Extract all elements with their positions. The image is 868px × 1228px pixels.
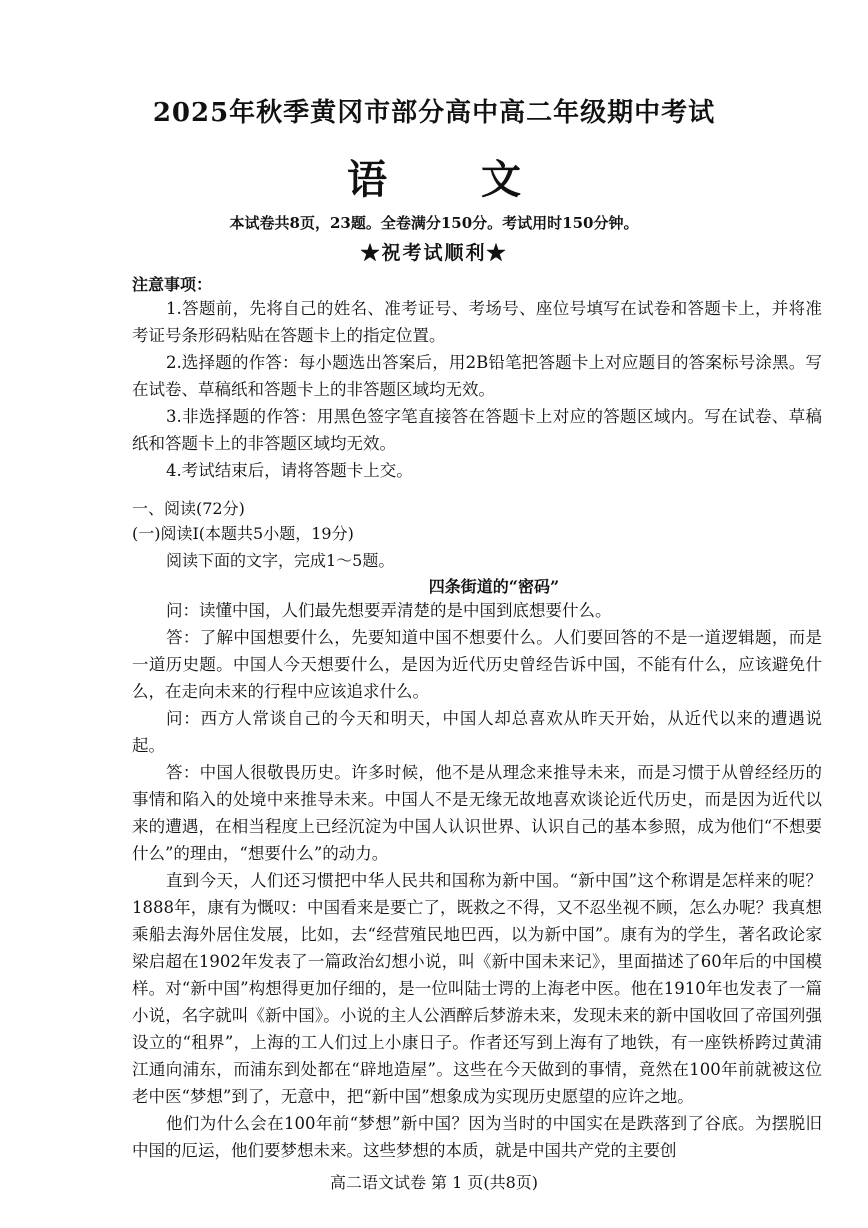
article-paragraph: 问：西方人常谈自己的今天和明天，中国人却总喜欢从昨天开始，从近代以来的遭遇说起。: [132, 709, 822, 755]
article-paragraph: 答：中国人很敬畏历史。许多时候，他不是从理念来推导未来，而是习惯于从曾经经历的事情和陷入的处境中来推导未来。中国人不是无缘无故地喜欢谈论近代历史，而是因为近代以来的遭遇，在相当程度上已经沉淀为中国人认识世界、认识自己的基本参照，成为他们“不想要什么”的理由，“想要什么”的动力。: [132, 763, 822, 863]
article-body: [132, 597, 822, 1164]
page-footer: 高二语文试卷 第 1 页(共8页): [329, 1173, 539, 1192]
article-paragraph: 他们为什么会在100年前“梦想”新中国？因为当时的中国实在是跌落到了谷底。为摆脱旧中国的厄运，他们要梦想未来。这些梦想的本质，就是中国共产党的主要创: [132, 1114, 822, 1160]
exam-info: 本试卷共8页，23题。全卷满分150分。考试用时150分钟。: [229, 214, 639, 232]
sub-section-heading: (一)阅读Ⅰ(本题共5小题，19分): [132, 524, 354, 543]
notes-item: 3.非选择题的作答：用黑色签字笔直接答在答题卡上对应的答题区域内。写在试卷、草稿纸和答题卡上的非答题区域均无效。: [132, 407, 822, 453]
notes-item: 1.答题前，先将自己的姓名、准考证号、考场号、座位号填写在试卷和答题卡上，并将准考证号条形码粘贴在答题卡上的指定位置。: [132, 299, 822, 345]
article-paragraph: 答：了解中国想要什么，先要知道中国不想要什么。人们要回答的不是一道逻辑题，而是一道历史题。中国人今天想要什么，是因为近代历史曾经告诉中国，不能有什么，应该避免什么，在走向未来的行程中应该追求什么。: [132, 628, 822, 701]
exam-title: 2025年秋季黄冈市部分高中高二年级期中考试: [152, 98, 716, 128]
notes-list: [132, 295, 822, 484]
notes-item: 2.选择题的作答：每小题选出答案后，用2B铅笔把答题卡上对应题目的答案标号涂黑。写在试卷、草稿纸和答题卡上的非答题区域均无效。: [132, 353, 822, 399]
section-heading: 一、阅读(72分): [132, 499, 245, 518]
article-title: 四条街道的“密码”: [428, 577, 560, 596]
article-paragraph: 直到今天，人们还习惯把中华人民共和国称为新中国。“新中国”这个称谓是怎样来的呢？1888年，康有为慨叹：中国看来是要亡了，既救之不得，又不忍坐视不顾，怎么办呢？我真想乘船去海外居住发展，比如，去“经营殖民地巴西，以为新中国”。康有为的学生，著名政论家梁启超在1902年发表了一篇政治幻想小说，叫《新中国未来记》，里面描述了60年后的中国模样。对“新中国”构想得更加仔细的，是一位叫陆士谔的上海老中医。他在1910年也发表了一篇小说，名字就叫《新中国》。小说的主人公酒醉后梦游未来，发现未来的新中国收回了帝国列强设立的“租界”，上海的工人们过上小康日子。作者还写到上海有了地铁，有一座铁桥跨过黄浦江通向浦东，而浦东到处都在“辟地造屋”。这些在今天做到的事情，竟然在100年前就被这位老中医“梦想”到了，无意中，把“新中国”想象成为实现历史愿望的应许之地。: [132, 871, 822, 1106]
subject-title: 语 文: [347, 156, 561, 203]
reading-instruction: 阅读下面的文字，完成1～5题。: [166, 551, 395, 570]
good-luck-banner: ★祝考试顺利★: [360, 242, 508, 264]
article-paragraph: 问：读懂中国，人们最先想要弄清楚的是中国到底想要什么。: [166, 601, 612, 620]
notes-item: 4.考试结束后，请将答题卡上交。: [166, 461, 413, 480]
notes-heading: 注意事项：: [132, 275, 213, 294]
